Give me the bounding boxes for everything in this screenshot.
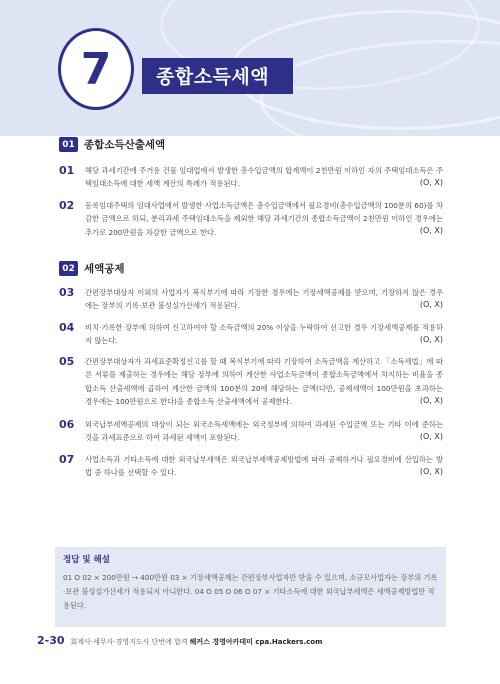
ox-choice[interactable]: (O, X) bbox=[419, 432, 443, 441]
page-number: 2-30 bbox=[37, 634, 65, 647]
answer-box bbox=[55, 547, 446, 627]
ox-choice[interactable]: (O, X) bbox=[419, 396, 443, 405]
question-number: 03 bbox=[59, 286, 75, 299]
question-text: 비치·기록한 장부에 의하여 신고하여야 할 소득금액의 20% 이상을 누락하여 신고한 경우 기장세액공제를 적용하지 않는다. bbox=[85, 323, 443, 346]
footer-text: 회계사·세무사·경영지도사 단번에 합격 bbox=[70, 638, 188, 646]
chapter-number-badge: 7 bbox=[58, 28, 134, 110]
question-number: 04 bbox=[59, 321, 75, 334]
ox-choice[interactable]: (O, X) bbox=[419, 178, 443, 187]
ox-choice[interactable]: (O, X) bbox=[419, 226, 443, 235]
chapter-title: 종합소득세액 bbox=[142, 58, 293, 94]
answer-title: 정답 및 해설 bbox=[63, 555, 110, 565]
question-number: 01 bbox=[59, 164, 75, 177]
chapter-header bbox=[0, 0, 500, 136]
question-item bbox=[59, 321, 443, 349]
section-label: 종합소득산출세액 bbox=[84, 139, 166, 151]
answer-text: 01 O 02 × 200만원 → 400만원 03 × 기장세액공제는 간편장부사업자만 받을 수 있으며, 소규모사업자는 장부의 기록·보관 불성실가산세가 적용되지 아니한다. 04 O 05 O 06 O 07 × 기타소득에 대한 외국납부세액은 세액공제방법만 적용된다. bbox=[63, 573, 438, 610]
page-footer bbox=[37, 634, 322, 647]
question-number: 05 bbox=[59, 355, 75, 368]
question-number: 06 bbox=[59, 418, 75, 431]
ox-choice[interactable]: (O, X) bbox=[419, 300, 443, 309]
ox-choice[interactable]: (O, X) bbox=[419, 467, 443, 476]
question-text: 등록임대주택의 임대사업에서 발생한 사업소득금액은 총수입금액에서 필요경비(총수입금액의 100분의 60)를 차감한 금액으로 하되, 분리과세 주택임대소득을 제외한 해당 과세기간의 종합소득금액이 2천만원 이하인 경우에는 추가로 200만원을 차감한 금액으로 한다. bbox=[85, 201, 443, 237]
question-text: 외국납부세액공제의 대상이 되는 외국소득세액에는 외국정부에 의하여 과세된 수입금액 또는 기타 이에 준하는 것을 과세표준으로 하여 과세된 세액이 포함된다. bbox=[85, 420, 443, 443]
question-text: 사업소득과 기타소득에 대한 외국납부세액은 외국납부세액공제방법에 따라 공제하거나 필요경비에 산입하는 방법 중 하나를 선택할 수 있다. bbox=[85, 455, 443, 478]
section-label: 세액공제 bbox=[84, 263, 125, 275]
question-item bbox=[59, 199, 443, 241]
section-heading bbox=[59, 137, 165, 152]
question-item bbox=[59, 418, 443, 446]
ox-choice[interactable]: (O, X) bbox=[419, 335, 443, 344]
question-item bbox=[59, 453, 443, 481]
footer-brand: 해커스 경영아카데미 cpa.Hackers.com bbox=[189, 638, 323, 646]
question-number: 02 bbox=[59, 199, 75, 212]
question-number: 07 bbox=[59, 453, 75, 466]
question-item bbox=[59, 355, 443, 411]
question-text: 간편장부대상자 이외의 사업자가 복식부기에 따라 기장한 경우에는 기장세액공제를 받으며, 기장하지 않은 경우에는 장부의 기록·보관 불성실가산세가 적용된다. bbox=[85, 288, 443, 311]
question-item bbox=[59, 286, 443, 314]
question-text: 간편장부대상자가 과세표준확정신고를 할 때 복식부기에 따라 기장하여 소득금액을 계산하고 「소득세법」에 따른 서류를 제출하는 경우에는 해당 장부에 의하여 계산한 사업소득금액이 종합소득금액에서 차지하는 비율을 종합소득 산출세액에 곱하여 계산한 금액의 100분의 20에 해당하는 금액(다만, 공제세액이 100만원을 초과하는 경우에는 100만원으로 한다)을 종합소득 산출세액에서 공제한다. bbox=[85, 357, 443, 406]
section-number: 02 bbox=[59, 261, 78, 276]
section-heading bbox=[59, 261, 125, 276]
section-number: 01 bbox=[59, 137, 78, 152]
question-text: 해당 과세기간에 주거용 건물 임대업에서 발생한 총수입금액의 합계액이 2천만원 이하인 자의 주택임대소득은 주택임대소득에 대한 세액 계산의 특례가 적용된다. bbox=[85, 166, 443, 189]
question-item bbox=[59, 164, 443, 192]
